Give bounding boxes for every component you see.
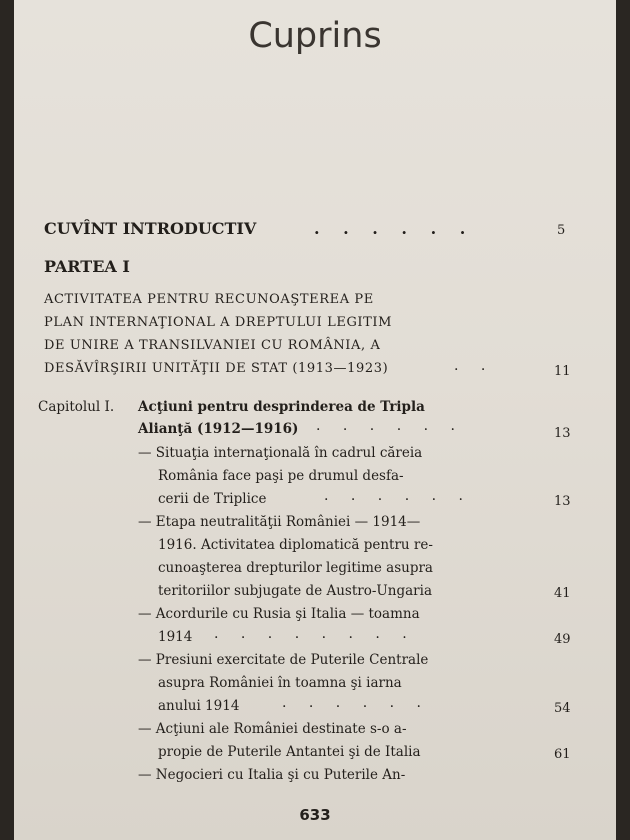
part-text-line: PLAN INTERNAŢIONAL A DREPTULUI LEGITIM: [44, 315, 393, 330]
part-text-line: DE UNIRE A TRANSILVANIEI CU ROMÂNIA, A: [44, 338, 381, 353]
part-text-line: ACTIVITATEA PENTRU RECUNOAŞTEREA PE: [44, 292, 374, 307]
entry-line: România face paşi pe drumul desfa-: [158, 468, 404, 484]
chapter-prefix: Capitolul I.: [38, 399, 115, 415]
entry-line: 1914: [158, 629, 193, 645]
entry-line: — Situaţia internaţională în cadrul căreia: [138, 445, 423, 461]
entry-page: 54: [554, 701, 571, 716]
part-dots: . .: [454, 358, 495, 374]
entry-line: — Etapa neutralităţii României — 1914—: [138, 514, 421, 530]
entry-page: 13: [554, 494, 571, 509]
intro-label: CUVÎNT INTRODUCTIV: [44, 219, 257, 238]
entry-line: propie de Puterile Antantei şi de Italia: [158, 744, 421, 760]
entry-line: — Acţiuni ale României destinate s-o a-: [138, 721, 407, 737]
chapter-dots: . . . . . .: [316, 418, 464, 434]
entry-page: 49: [554, 632, 571, 647]
entry-line: — Presiuni exercitate de Puterile Centrale: [138, 652, 429, 668]
entry-line: teritoriilor subjugate de Austro-Ungaria: [158, 583, 433, 599]
entry-line: asupra României în toamna şi iarna: [158, 675, 402, 691]
part-text-line: DESĂVÎRŞIRII UNITĂŢII DE STAT (1913—1923): [44, 361, 389, 376]
entry-line: cerii de Triplice: [158, 491, 267, 507]
book-page: [14, 0, 616, 840]
intro-dots: . . . . . .: [314, 219, 475, 238]
entry-line: 1916. Activitatea diplomatică pentru re-: [158, 537, 433, 553]
entry-line: cunoaşterea drepturilor legitime asupra: [158, 560, 433, 576]
chapter-title: Acţiuni pentru desprinderea de Tripla: [138, 399, 425, 415]
entry-line: anului 1914: [158, 698, 240, 714]
entry-dots: . . . . . . . .: [214, 626, 416, 642]
intro-page: 5: [557, 223, 566, 238]
chapter-page: 13: [554, 426, 571, 441]
part-page: 11: [554, 364, 571, 379]
entry-page: 41: [554, 586, 571, 601]
entry-dots: . . . . . .: [282, 695, 430, 711]
chapter-title: Alianţă (1912—1916): [138, 421, 299, 437]
entry-line: — Negocieri cu Italia şi cu Puterile An-: [138, 767, 406, 783]
page-number: 633: [299, 806, 331, 824]
part-label: PARTEA I: [44, 257, 130, 276]
entry-page: 61: [554, 747, 571, 762]
entry-line: — Acordurile cu Rusia şi Italia — toamna: [138, 606, 420, 622]
page-title: Cuprins: [248, 16, 382, 56]
entry-dots: . . . . . .: [324, 488, 472, 504]
